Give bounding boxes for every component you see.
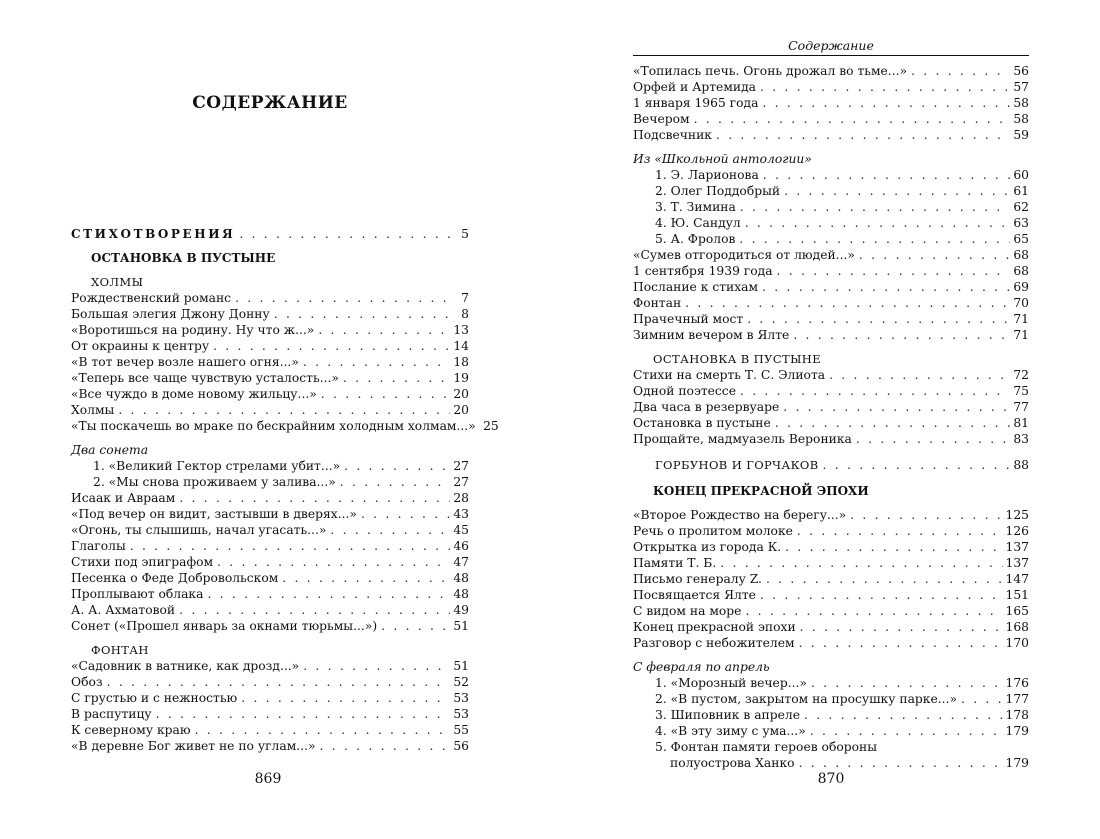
entry-page: 27 xyxy=(453,459,469,473)
dot-leader xyxy=(282,570,450,586)
toc-entry[interactable] xyxy=(633,367,1029,383)
entry-page: 55 xyxy=(453,723,469,737)
dot-leader xyxy=(694,111,1010,127)
entry-title: Проплывают облака xyxy=(71,587,204,601)
entry-page: 28 xyxy=(453,491,469,505)
toc-entry[interactable] xyxy=(633,63,1029,79)
toc-entry[interactable] xyxy=(71,722,469,738)
toc-entry[interactable] xyxy=(633,247,1029,263)
entry-page: 77 xyxy=(1013,400,1029,414)
entry-page: 65 xyxy=(1013,232,1029,246)
header-rule xyxy=(633,55,1029,56)
dot-leader xyxy=(797,523,1003,539)
dot-leader xyxy=(340,474,450,490)
page-number: 870 xyxy=(817,771,845,787)
toc-entry[interactable] xyxy=(71,618,469,634)
anthology-list xyxy=(633,167,1029,247)
entry-title: Речь о пролитом молоке xyxy=(633,524,793,538)
toc-entry[interactable] xyxy=(71,474,469,490)
toc-entry[interactable] xyxy=(633,571,1029,587)
toc-entry[interactable] xyxy=(633,539,1029,555)
entry-title: 4. «В эту зиму с ума...» xyxy=(655,724,806,738)
dot-leader xyxy=(361,506,450,522)
toc-entry[interactable] xyxy=(633,383,1029,399)
dot-leader xyxy=(859,247,1010,263)
entry-title: «Садовник в ватнике, как дрозд...» xyxy=(71,659,300,673)
toc-entry[interactable] xyxy=(71,586,469,602)
entry-title: «Второе Рождество на берегу...» xyxy=(633,508,847,522)
entry-page: 56 xyxy=(1013,64,1029,78)
toc-entry[interactable] xyxy=(71,602,469,618)
toc-entry-february-5[interactable] xyxy=(633,755,1029,771)
toc-entry[interactable] xyxy=(633,111,1029,127)
entry-title: Разговор с небожителем xyxy=(633,636,795,650)
dot-leader xyxy=(762,95,1010,111)
dot-leader xyxy=(207,586,450,602)
toc-entry[interactable] xyxy=(633,311,1029,327)
entry-page: 7 xyxy=(461,291,469,305)
toc-entry[interactable] xyxy=(71,338,469,354)
toc-entry[interactable] xyxy=(71,402,469,418)
dot-leader xyxy=(118,402,450,418)
dot-leader xyxy=(156,706,450,722)
dot-leader xyxy=(760,587,1003,603)
entry-title: Вечером xyxy=(633,112,690,126)
toc-entry[interactable] xyxy=(633,295,1029,311)
entry-title: Два часа в резервуаре xyxy=(633,400,780,414)
entry-title: Обоз xyxy=(71,675,103,689)
entry-title: Стихи на смерть Т. С. Элиота xyxy=(633,368,826,382)
entry-page: 137 xyxy=(1005,540,1029,554)
entry-title: Стихи под эпиграфом xyxy=(71,555,214,569)
entry-page: 18 xyxy=(453,355,469,369)
dot-leader xyxy=(911,63,1010,79)
entry-page: 48 xyxy=(453,587,469,601)
entry-page: 125 xyxy=(1005,508,1029,522)
entry-title: 2. Олег Поддобрый xyxy=(655,184,781,198)
entry-page: 5 xyxy=(461,227,469,241)
dot-leader xyxy=(344,458,450,474)
entry-page: 13 xyxy=(453,323,469,337)
dot-leader xyxy=(745,215,1010,231)
toc-entry[interactable] xyxy=(71,658,469,674)
toc-entry[interactable] xyxy=(633,587,1029,603)
entry-page: 48 xyxy=(453,571,469,585)
entry-title: С грустью и с нежностью xyxy=(71,691,238,705)
entry-title-line1: 5. Фонтан памяти героев обороны xyxy=(655,740,878,754)
toc-entry-section[interactable] xyxy=(71,226,469,242)
entry-page: 53 xyxy=(453,707,469,721)
entry-title: «Ты поскачешь во мраке по бескрайним холодным холмам...» xyxy=(71,419,476,433)
entry-page: 75 xyxy=(1013,384,1029,398)
toc-entry[interactable] xyxy=(633,707,1029,723)
mid-list xyxy=(633,247,1029,343)
entry-page: 8 xyxy=(461,307,469,321)
toc-left xyxy=(71,226,499,754)
toc-entry[interactable] xyxy=(633,523,1029,539)
toc-entry[interactable] xyxy=(71,418,499,434)
dot-leader xyxy=(685,295,1010,311)
end-list xyxy=(633,507,1029,651)
dot-leader xyxy=(799,755,1003,771)
toc-entry[interactable] xyxy=(71,290,469,306)
entry-title: Послание к стихам xyxy=(633,280,759,294)
entry-title: 5. А. Фролов xyxy=(655,232,736,246)
entry-title: В распутицу xyxy=(71,707,152,721)
dot-leader xyxy=(793,327,1010,343)
dot-leader xyxy=(330,522,450,538)
entry-page: 71 xyxy=(1013,312,1029,326)
dot-leader xyxy=(766,571,1003,587)
entry-page: 19 xyxy=(453,371,469,385)
dot-leader xyxy=(318,322,450,338)
entry-title: «Все чуждо в доме новому жильцу...» xyxy=(71,387,317,401)
entry-page: 56 xyxy=(453,739,469,753)
toc-entry[interactable] xyxy=(71,690,469,706)
dot-leader xyxy=(130,538,450,554)
entry-page: 14 xyxy=(453,339,469,353)
dot-leader xyxy=(274,306,450,322)
running-head: Содержание xyxy=(788,38,874,53)
entry-title: «В тот вечер возле нашего огня...» xyxy=(71,355,299,369)
entry-title: Одной поэтессе xyxy=(633,384,736,398)
entry-title: Посвящается Ялте xyxy=(633,588,756,602)
dot-leader xyxy=(804,707,1003,723)
subsection-heading: КОНЕЦ ПРЕКРАСНОЙ ЭПОХИ xyxy=(653,484,869,498)
group-heading: ФОНТАН xyxy=(91,643,149,657)
entry-page: 61 xyxy=(1013,184,1029,198)
entry-page: 45 xyxy=(453,523,469,537)
dot-leader xyxy=(740,383,1010,399)
toc-entry[interactable] xyxy=(633,415,1029,431)
group-heading: ХОЛМЫ xyxy=(91,275,144,289)
entry-page: 151 xyxy=(1005,588,1029,602)
toc-entry[interactable] xyxy=(71,322,469,338)
entry-title: «Под вечер он видит, застывши в дверях...» xyxy=(71,507,357,521)
entry-page: 60 xyxy=(1013,168,1029,182)
entry-title: Открытка из города К. xyxy=(633,540,782,554)
dot-leader xyxy=(784,183,1010,199)
entry-page: 62 xyxy=(1013,200,1029,214)
entry-page: 51 xyxy=(453,659,469,673)
entry-title: Сонет («Прошел январь за окнами тюрьмы...») xyxy=(71,619,378,633)
dot-leader xyxy=(179,602,450,618)
top-list xyxy=(633,63,1029,143)
entry-title: «Теперь все чаще чувствую усталость...» xyxy=(71,371,339,385)
dot-leader xyxy=(740,199,1010,215)
toc-entry[interactable] xyxy=(633,183,1029,199)
entry-title: 1. «Морозный вечер...» xyxy=(655,676,807,690)
toc-entry[interactable] xyxy=(633,603,1029,619)
entry-title: 3. Шиповник в апреле xyxy=(655,708,800,722)
toc-entry[interactable] xyxy=(633,327,1029,343)
toc-entry[interactable] xyxy=(633,263,1029,279)
entry-title-line2: полуострова Ханко xyxy=(670,756,795,770)
entry-title: Песенка о Феде Добровольском xyxy=(71,571,279,585)
toc-entry[interactable] xyxy=(633,507,1029,523)
entry-page: 52 xyxy=(453,675,469,689)
entry-title: «Топилась печь. Огонь дрожал во тьме...» xyxy=(633,64,908,78)
toc-entry[interactable] xyxy=(71,674,469,690)
toc-entry[interactable] xyxy=(71,738,469,754)
toc-entry[interactable] xyxy=(633,675,1029,691)
entry-title: Подсвечник xyxy=(633,128,712,142)
entry-page: 137 xyxy=(1005,556,1029,570)
entry-title: К северному краю xyxy=(71,723,191,737)
entry-title: «Сумев отгородиться от людей...» xyxy=(633,248,855,262)
toc-entry[interactable] xyxy=(633,279,1029,295)
entry-page: 179 xyxy=(1005,724,1029,738)
entry-title: 1 сентября 1939 года xyxy=(633,264,773,278)
entry-title: С видом на море xyxy=(633,604,742,618)
entry-title: Исаак и Авраам xyxy=(71,491,176,505)
entry-title: Рождественский романс xyxy=(71,291,232,305)
dot-leader xyxy=(810,723,1003,739)
entry-page: 88 xyxy=(1013,458,1029,472)
entry-page: 83 xyxy=(1013,432,1029,446)
dot-leader xyxy=(217,554,450,570)
entry-page: 63 xyxy=(1013,216,1029,230)
dot-leader xyxy=(800,619,1003,635)
entry-title: 1 января 1965 года xyxy=(633,96,759,110)
dot-leader xyxy=(241,690,450,706)
entry-title: Конец прекрасной эпохи xyxy=(633,620,796,634)
dot-leader xyxy=(343,370,450,386)
entry-page: 147 xyxy=(1005,572,1029,586)
entry-page: 46 xyxy=(453,539,469,553)
dot-leader xyxy=(811,675,1003,691)
entry-page: 53 xyxy=(453,691,469,705)
toc-entry[interactable] xyxy=(633,199,1029,215)
subsection-heading: ОСТАНОВКА В ПУСТЫНЕ xyxy=(91,251,276,265)
entry-page: 81 xyxy=(1013,416,1029,430)
entry-title: Остановка в пустыне xyxy=(633,416,771,430)
dot-leader xyxy=(720,555,1002,571)
entry-page: 68 xyxy=(1013,248,1029,262)
entry-page: 168 xyxy=(1005,620,1029,634)
entry-title: Орфей и Артемида xyxy=(633,80,756,94)
dot-leader xyxy=(739,231,1010,247)
dot-leader xyxy=(179,490,450,506)
entry-title: Зимним вечером в Ялте xyxy=(633,328,790,342)
toc-entry[interactable] xyxy=(633,723,1029,739)
contents-title: СОДЕРЖАНИЕ xyxy=(192,93,348,113)
toc-right xyxy=(633,63,1029,771)
dot-leader xyxy=(239,226,450,242)
entry-page: 20 xyxy=(453,403,469,417)
toc-entry[interactable] xyxy=(71,370,469,386)
holmy-list xyxy=(71,290,499,434)
toc-entry[interactable] xyxy=(633,619,1029,635)
entry-title: Письмо генералу Z. xyxy=(633,572,762,586)
entry-title: 1. «Великий Гектор стрелами убит...» xyxy=(93,459,341,473)
dot-leader xyxy=(321,386,450,402)
toc-entry[interactable] xyxy=(633,231,1029,247)
toc-entry[interactable] xyxy=(71,570,469,586)
dot-leader xyxy=(775,415,1010,431)
toc-entry[interactable] xyxy=(71,554,469,570)
entry-page: 71 xyxy=(1013,328,1029,342)
dot-leader xyxy=(850,507,1002,523)
dot-leader xyxy=(783,399,1010,415)
entry-page: 27 xyxy=(453,475,469,489)
toc-entry[interactable] xyxy=(71,386,469,402)
entry-page: 179 xyxy=(1005,756,1029,770)
entry-page: 51 xyxy=(453,619,469,633)
toc-entry[interactable] xyxy=(633,399,1029,415)
dot-leader xyxy=(763,167,1010,183)
dot-leader xyxy=(823,457,1010,473)
entry-page: 70 xyxy=(1013,296,1029,310)
dot-leader xyxy=(856,431,1010,447)
dot-leader xyxy=(760,79,1010,95)
dot-leader xyxy=(107,674,450,690)
entry-title: «Воротишься на родину. Ну что ж...» xyxy=(71,323,315,337)
toc-entry[interactable] xyxy=(71,706,469,722)
more-list xyxy=(71,490,469,634)
dot-leader xyxy=(747,311,1010,327)
dot-leader xyxy=(777,263,1010,279)
entry-title: 2. «Мы снова проживаем у залива...» xyxy=(93,475,336,489)
february-list xyxy=(633,675,1029,739)
dot-leader xyxy=(303,658,450,674)
entry-title: Памяти Т. Б. xyxy=(633,556,717,570)
dot-leader xyxy=(213,338,450,354)
entry-title: «Огонь, ты слышишь, начал угасать...» xyxy=(71,523,327,537)
ostanovka-list xyxy=(633,367,1029,447)
toc-entry[interactable] xyxy=(633,215,1029,231)
entry-title: ГОРБУНОВ И ГОРЧАКОВ xyxy=(655,458,819,472)
toc-entry[interactable] xyxy=(633,691,1029,707)
fontan-list xyxy=(71,658,469,754)
entry-title: Глаголы xyxy=(71,539,126,553)
group-heading: Из «Школьной антологии» xyxy=(633,152,812,166)
entry-page: 47 xyxy=(453,555,469,569)
dot-leader xyxy=(235,290,450,306)
entry-title: Большая элегия Джону Донну xyxy=(71,307,270,321)
group-heading: С февраля по апрель xyxy=(633,660,770,674)
entry-page: 20 xyxy=(453,387,469,401)
toc-entry[interactable] xyxy=(71,506,469,522)
group-heading: ОСТАНОВКА В ПУСТЫНЕ xyxy=(653,352,822,366)
toc-entry[interactable] xyxy=(71,458,469,474)
entry-page: 57 xyxy=(1013,80,1029,94)
dot-leader xyxy=(195,722,450,738)
toc-entry-gorbunov[interactable] xyxy=(633,457,1029,473)
entry-page: 59 xyxy=(1013,128,1029,142)
entry-title: Прощайте, мадмуазель Вероника xyxy=(633,432,852,446)
entry-title: Холмы xyxy=(71,403,115,417)
toc-entry[interactable] xyxy=(633,127,1029,143)
entry-page: 177 xyxy=(1005,692,1029,706)
entry-page: 58 xyxy=(1013,112,1029,126)
dot-leader xyxy=(320,738,450,754)
toc-entry[interactable] xyxy=(633,431,1029,447)
entry-title: «В деревне Бог живет не по углам...» xyxy=(71,739,316,753)
entry-title: СТИХОТВОРЕНИЯ xyxy=(71,227,236,241)
entry-page: 126 xyxy=(1005,524,1029,538)
entry-page: 178 xyxy=(1005,708,1029,722)
entry-page: 25 xyxy=(483,419,499,433)
entry-title: 3. Т. Зимина xyxy=(655,200,736,214)
toc-entry[interactable] xyxy=(71,354,469,370)
toc-entry[interactable] xyxy=(71,306,469,322)
toc-entry[interactable] xyxy=(633,95,1029,111)
toc-entry[interactable] xyxy=(71,522,469,538)
toc-entry[interactable] xyxy=(71,490,469,506)
entry-title: 4. Ю. Сандул xyxy=(655,216,741,230)
entry-page: 43 xyxy=(453,507,469,521)
sonnets-list xyxy=(71,458,469,490)
dot-leader xyxy=(785,539,1002,555)
entry-page: 170 xyxy=(1005,636,1029,650)
entry-page: 69 xyxy=(1013,280,1029,294)
entry-page: 72 xyxy=(1013,368,1029,382)
group-heading: Два сонета xyxy=(71,443,149,457)
entry-page: 68 xyxy=(1013,264,1029,278)
dot-leader xyxy=(829,367,1010,383)
dot-leader xyxy=(799,635,1003,651)
entry-title: Фонтан xyxy=(633,296,682,310)
entry-title: 1. Э. Ларионова xyxy=(655,168,759,182)
entry-title: А. А. Ахматовой xyxy=(71,603,176,617)
toc-entry[interactable] xyxy=(71,538,469,554)
entry-page: 49 xyxy=(453,603,469,617)
toc-entry[interactable] xyxy=(633,635,1029,651)
dot-leader xyxy=(381,618,450,634)
entry-title: Прачечный мост xyxy=(633,312,744,326)
dot-leader xyxy=(762,279,1010,295)
toc-entry[interactable] xyxy=(633,555,1029,571)
entry-page: 58 xyxy=(1013,96,1029,110)
entry-title: 2. «В пустом, закрытом на просушку парке...» xyxy=(655,692,957,706)
dot-leader xyxy=(303,354,450,370)
dot-leader xyxy=(716,127,1010,143)
dot-leader xyxy=(961,691,1003,707)
toc-entry[interactable] xyxy=(633,79,1029,95)
toc-entry[interactable] xyxy=(633,167,1029,183)
entry-title: От окраины к центру xyxy=(71,339,210,353)
entry-page: 165 xyxy=(1005,604,1029,618)
page-number: 869 xyxy=(254,771,282,787)
dot-leader xyxy=(745,603,1002,619)
entry-page: 176 xyxy=(1005,676,1029,690)
